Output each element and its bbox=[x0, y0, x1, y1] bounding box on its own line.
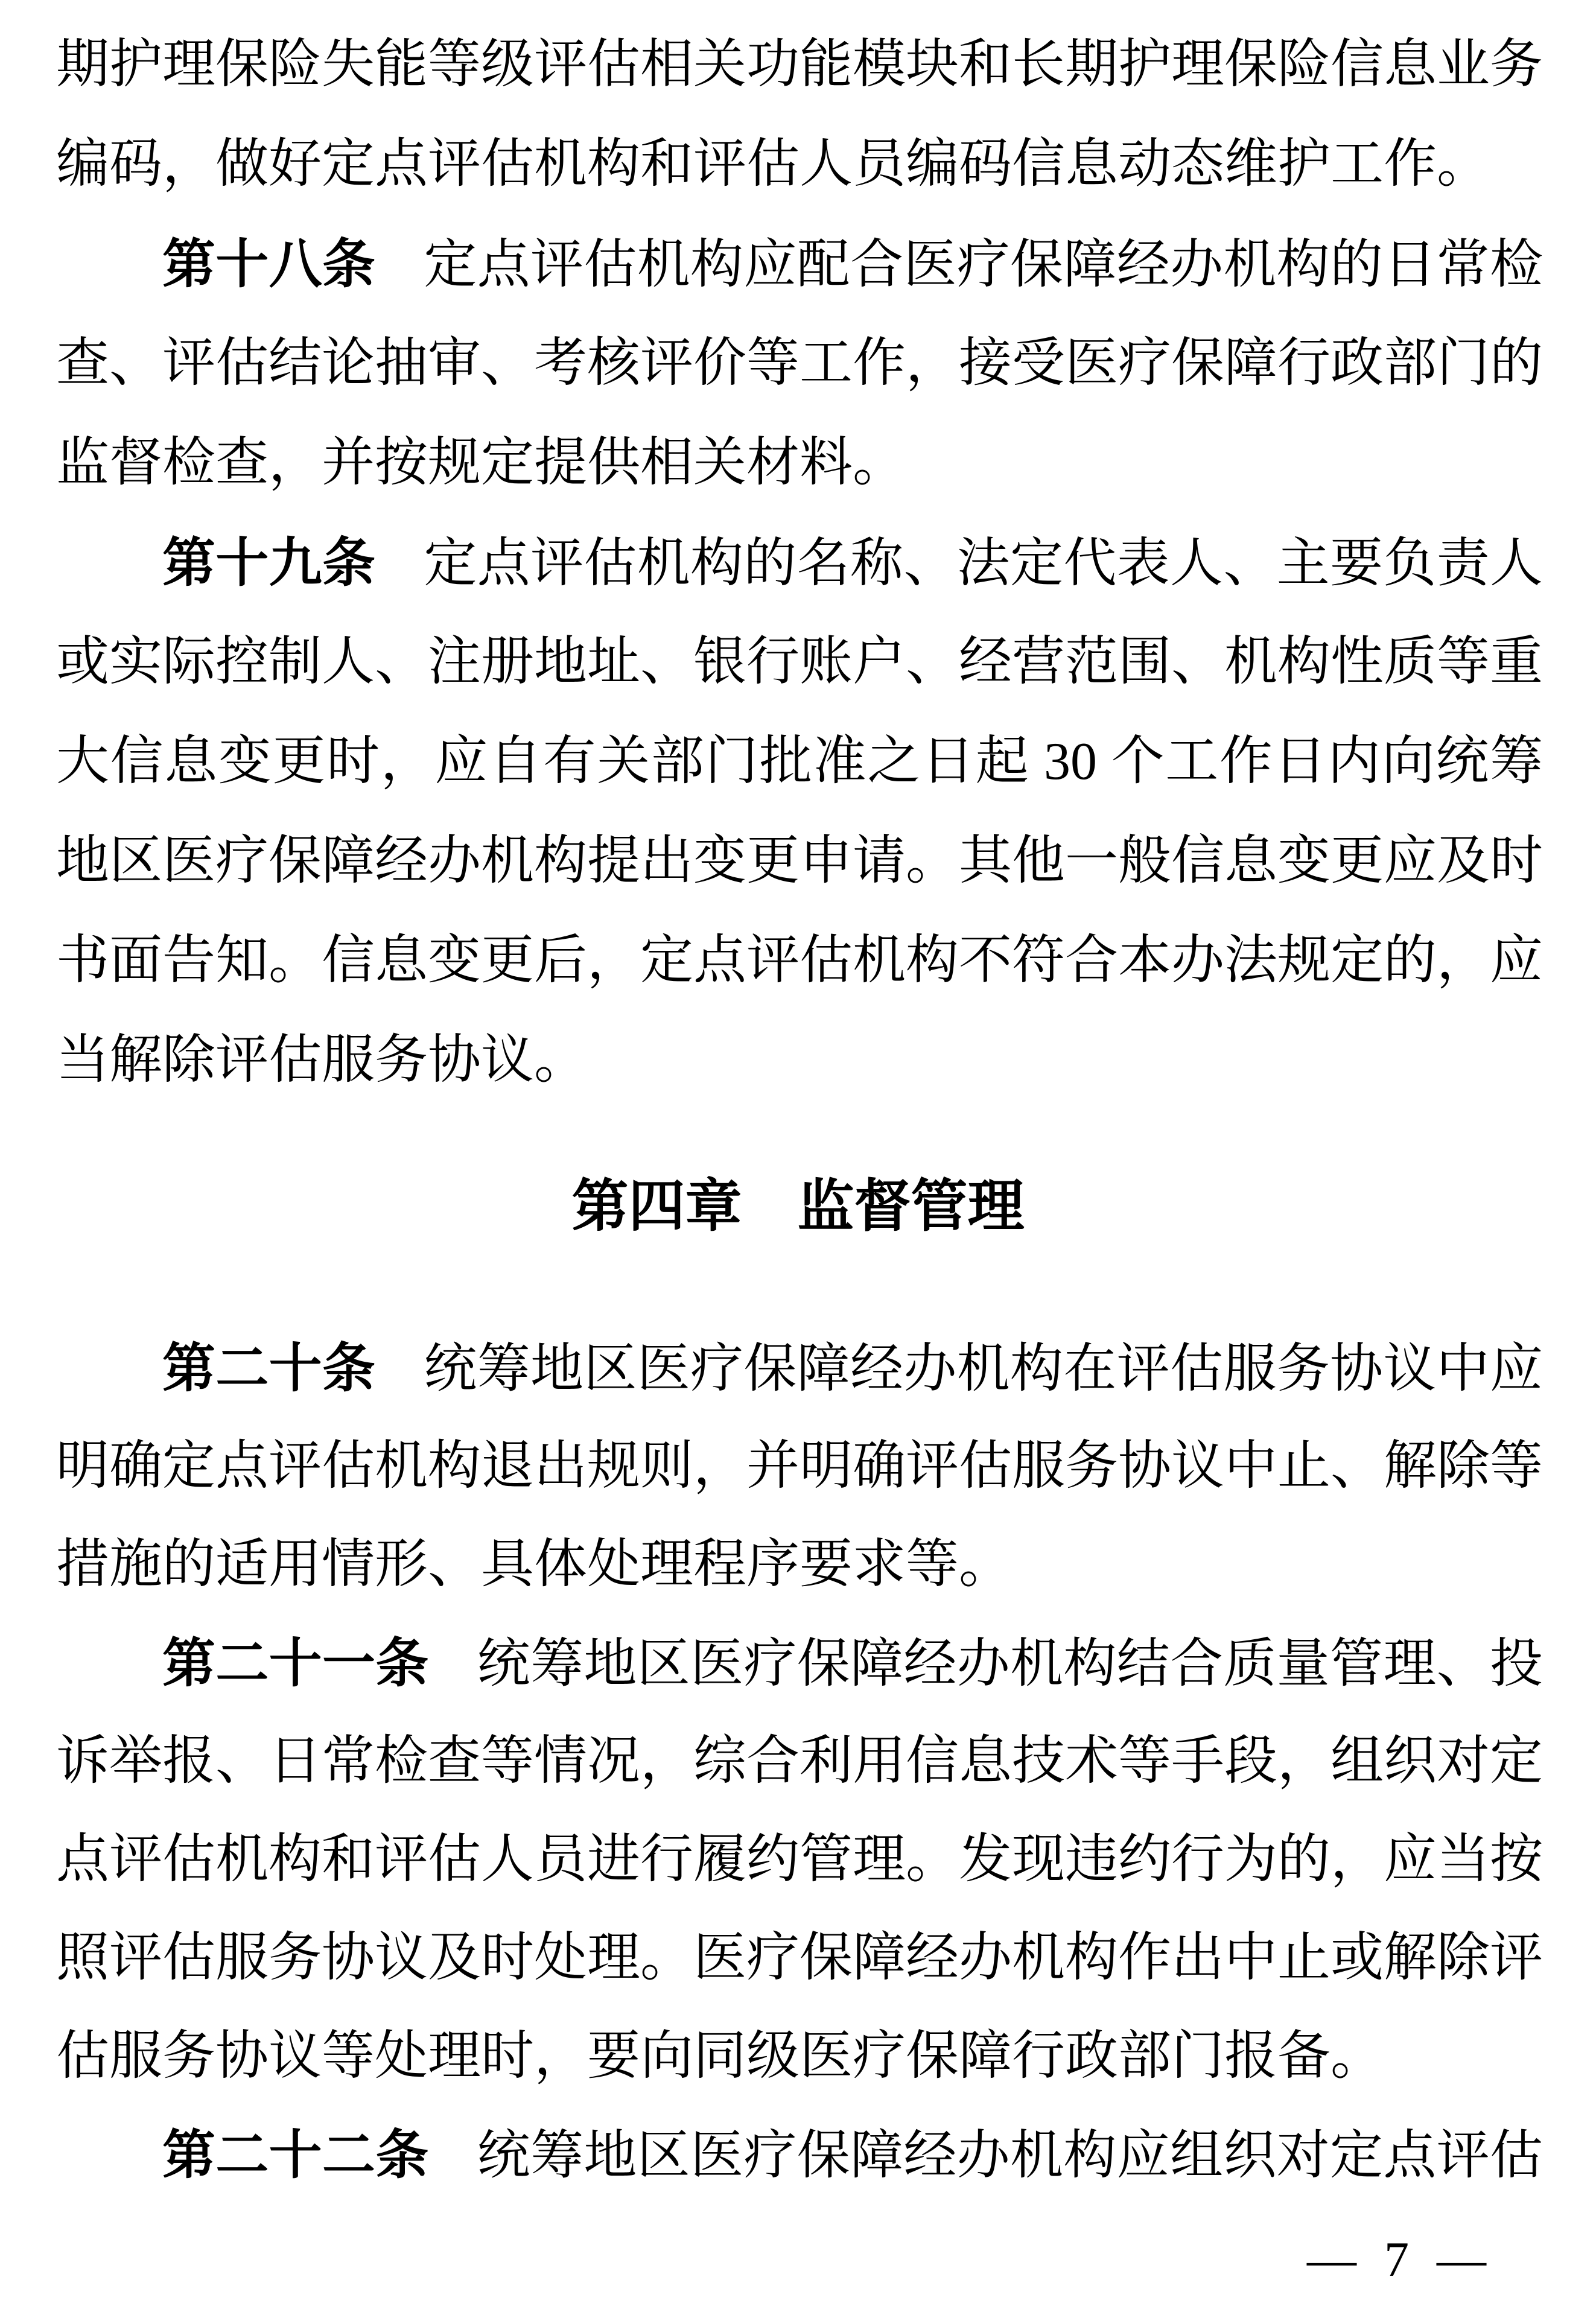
line-text: 当解除评估服务协议。 bbox=[56, 1031, 588, 1090]
page-number bbox=[1307, 2234, 1486, 2285]
text-line bbox=[56, 1338, 1543, 1439]
chapter-heading bbox=[0, 1174, 1596, 1237]
line-text: 定点评估机构应配合医疗保障经办机构的日常检 bbox=[424, 236, 1543, 294]
text-line bbox=[56, 535, 1543, 635]
section4-text-block bbox=[56, 1338, 1544, 2226]
text-line bbox=[56, 734, 1543, 834]
text-line bbox=[56, 1033, 1543, 1132]
page-number-dash-left: — bbox=[1307, 2232, 1356, 2287]
text-line bbox=[56, 436, 1543, 535]
article-number: 第二十二条 bbox=[162, 2125, 429, 2185]
line-text: 定点评估机构的名称、法定代表人、主要负责人 bbox=[424, 535, 1543, 593]
line-text: 或实际控制人、注册地址、银行账户、经营范围、机构性质等重 bbox=[56, 633, 1544, 691]
text-line bbox=[56, 1439, 1543, 1537]
line-text: 统筹地区医疗保障经办机构应组织对定点评估 bbox=[477, 2127, 1543, 2185]
line-text: 明确定点评估机构退出规则，并明确评估服务协议中止、解除等 bbox=[56, 1437, 1544, 1496]
article-number: 第十八条 bbox=[162, 234, 376, 294]
article-number: 第二十一条 bbox=[162, 1633, 429, 1693]
line-text: 照评估服务协议及时处理。医疗保障经办机构作出中止或解除评 bbox=[56, 1929, 1544, 1987]
text-line bbox=[56, 1931, 1543, 2029]
section3-text-block bbox=[56, 37, 1543, 1132]
line-text: 书面告知。信息变更后，定点评估机构不符合本办法规定的，应 bbox=[56, 932, 1544, 990]
line-text: 大信息变更时，应自有关部门批准之日起 30 个工作日内向统筹 bbox=[56, 732, 1543, 791]
text-line bbox=[56, 933, 1543, 1033]
line-text: 措施的适用情形、具体处理程序要求等。 bbox=[56, 1535, 1013, 1594]
text-line bbox=[56, 234, 1543, 336]
text-line bbox=[56, 2029, 1543, 2127]
text-line bbox=[56, 2127, 1543, 2226]
text-line bbox=[56, 1734, 1543, 1832]
text-line bbox=[56, 137, 1543, 237]
chapter-title: 监督管理 bbox=[797, 1174, 1025, 1237]
line-text: 地区医疗保障经办机构提出变更申请。其他一般信息变更应及时 bbox=[56, 832, 1544, 891]
text-line bbox=[56, 834, 1543, 933]
page-number-dash-right: — bbox=[1437, 2232, 1486, 2287]
line-text: 诉举报、日常检查等情况，综合利用信息技术等手段，组织对定 bbox=[56, 1732, 1544, 1791]
page-number-value: 7 bbox=[1384, 2232, 1409, 2287]
article-number: 第二十条 bbox=[162, 1338, 376, 1398]
text-line bbox=[56, 1537, 1543, 1636]
line-text: 统筹地区医疗保障经办机构结合质量管理、投 bbox=[477, 1635, 1543, 1694]
line-text: 编码，做好定点评估机构和评估人员编码信息动态维护工作。 bbox=[56, 135, 1490, 194]
line-text: 统筹地区医疗保障经办机构在评估服务协议中应 bbox=[424, 1340, 1543, 1399]
line-text: 期护理保险失能等级评估相关功能模块和长期护理保险信息业务 bbox=[56, 36, 1544, 94]
line-text: 监督检查，并按规定提供相关材料。 bbox=[56, 434, 906, 492]
text-line bbox=[56, 1633, 1543, 1734]
chapter-number: 第四章 bbox=[571, 1174, 742, 1237]
line-text: 查、评估结论抽审、考核评价等工作，接受医疗保障行政部门的 bbox=[56, 334, 1544, 393]
line-text: 点评估机构和评估人员进行履约管理。发现违约行为的，应当按 bbox=[56, 1831, 1544, 1889]
text-line bbox=[56, 37, 1543, 137]
article-number: 第十九条 bbox=[162, 533, 376, 592]
text-line bbox=[56, 1832, 1543, 1931]
text-line bbox=[56, 635, 1543, 734]
text-line bbox=[56, 336, 1543, 436]
line-text: 估服务协议等处理时，要向同级医疗保障行政部门报备。 bbox=[56, 2027, 1384, 2086]
